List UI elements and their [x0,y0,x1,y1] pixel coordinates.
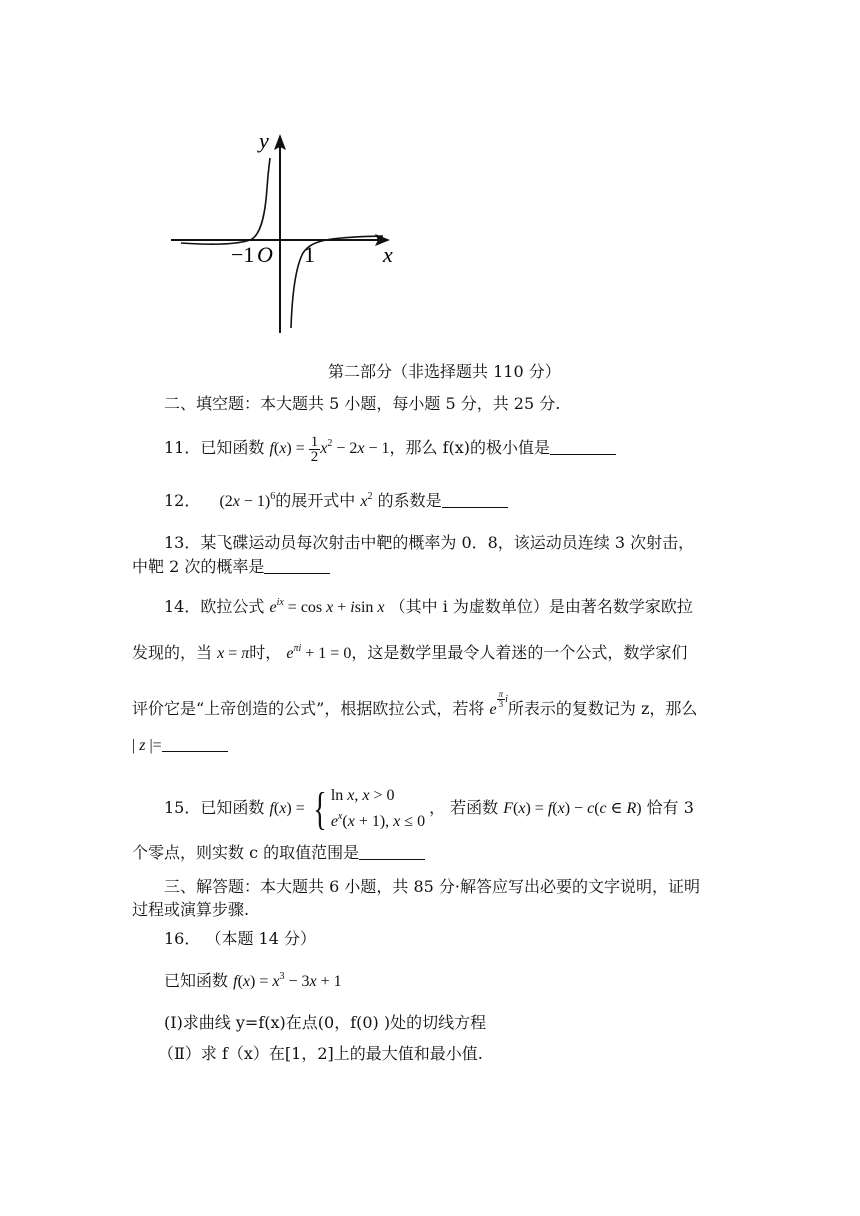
question-15 [164,780,694,836]
q14-identity: $e^{\pi i} + 1 = 0$ [286,643,352,662]
q15-answer-blank [359,843,425,860]
q12-formula: $(2x - 1)^6$ [219,491,276,510]
q14-line2a: 发现的，当 [132,643,213,662]
section3-line2: 过程或演算步骤. [132,900,250,919]
tick-label-neg1: −1 [231,242,255,267]
q14-line3b: 所表示的复数记为 z，那么 [507,698,698,718]
q14-line1 [164,596,693,619]
q13-line1: 13．某飞碟运动员每次射击中靶的概率为 0．8，该运动员连续 3 次射击， [164,533,695,552]
q11-prefix: 11．已知函数 [164,438,265,457]
q14-line3 [132,690,697,721]
q11-suffix: ，那么 f(x)的极小值是 [389,438,551,457]
q14-line2 [132,642,687,665]
q14-x-eq-pi: x = π [217,645,250,662]
q14-prefix: 14．欧拉公式 [164,597,265,616]
q14-answer-blank [162,735,228,752]
q13-answer-blank [264,557,330,574]
x-axis-label: x [383,242,393,267]
q16-given-prefix: 已知函数 [164,971,229,990]
q15-middle: ， 若函数 [429,798,499,817]
q11-formula: f(x) = $\frac{1}{2}$ $x^2 - 2x - 1$ [269,433,390,465]
q16-part2: （Ⅱ）求 f（x）在[1，2]上的最大值和最小值. [158,1044,483,1063]
section3-line1: 三、解答题：本大题共 6 小题，共 85 分·解答应写出必要的文字说明，证明 [164,877,700,896]
q14-line2b: 时， [249,643,282,662]
q13-line2 [132,556,330,578]
q12-suffix2: 的系数是 [377,491,442,510]
tick-label-1: 1 [304,242,315,267]
curve-left-branch [181,158,270,244]
q16-formula: $f(x) = x^3 - 3x + 1$ [233,971,342,990]
q13-line2-text: 中靶 2 次的概率是 [132,557,265,576]
q14-line2c: ，这是数学里最令人着迷的一个公式，数学家们 [351,643,688,662]
question-12 [164,490,508,513]
section2-heading: 二、填空题：本大题共 5 小题，每小题 5 分，共 25 分. [164,394,561,413]
q15-line2-text: 个零点，则实数 c 的取值范围是 [132,843,360,862]
q16-given [164,970,342,993]
origin-label: O [257,242,273,267]
question-11 [164,428,616,468]
q12-answer-blank [442,491,508,508]
q16-part1: (Ⅰ)求曲线 y=f(x)在点(0，f(0) )处的切线方程 [164,1013,487,1032]
q14-line3a: 评价它是“上帝创造的公式”，根据欧拉公式，若将 [132,698,485,718]
q14-paren-text: （其中 i 为虚数单位）是由著名数学家欧拉 [389,597,693,616]
q12-term: $x^2$ [360,491,373,510]
q15-suffix: 恰有 3 [646,798,694,817]
q12-suffix: 的展开式中 [275,491,356,510]
q12-prefix: 12． [164,491,201,510]
q14-euler-formula: $e^{ix} = \cos x + isin$ x [269,597,385,616]
q15-line2 [132,842,425,864]
q14-exp-pi3: e $^{\frac{\pi}{3} i}$ [489,689,508,718]
q16-title: 16． （本题 14 分） [164,929,316,948]
function-graph [165,128,405,338]
part2-title: 第二部分（非选择题共 110 分） [328,362,561,381]
q14-abs-z: | z |= [132,737,162,754]
q15-piecewise: f(x) = { ln x, x > 0 $e^x(x + 1)$, x ≤ 0 [269,783,426,835]
q14-line4 [132,734,228,757]
q15-prefix: 15．已知函数 [164,798,265,817]
y-axis-label: y [259,128,269,153]
q15-F-def: F(x) = f(x) − c(c ∈ R) [503,800,642,817]
q11-answer-blank [550,438,616,455]
